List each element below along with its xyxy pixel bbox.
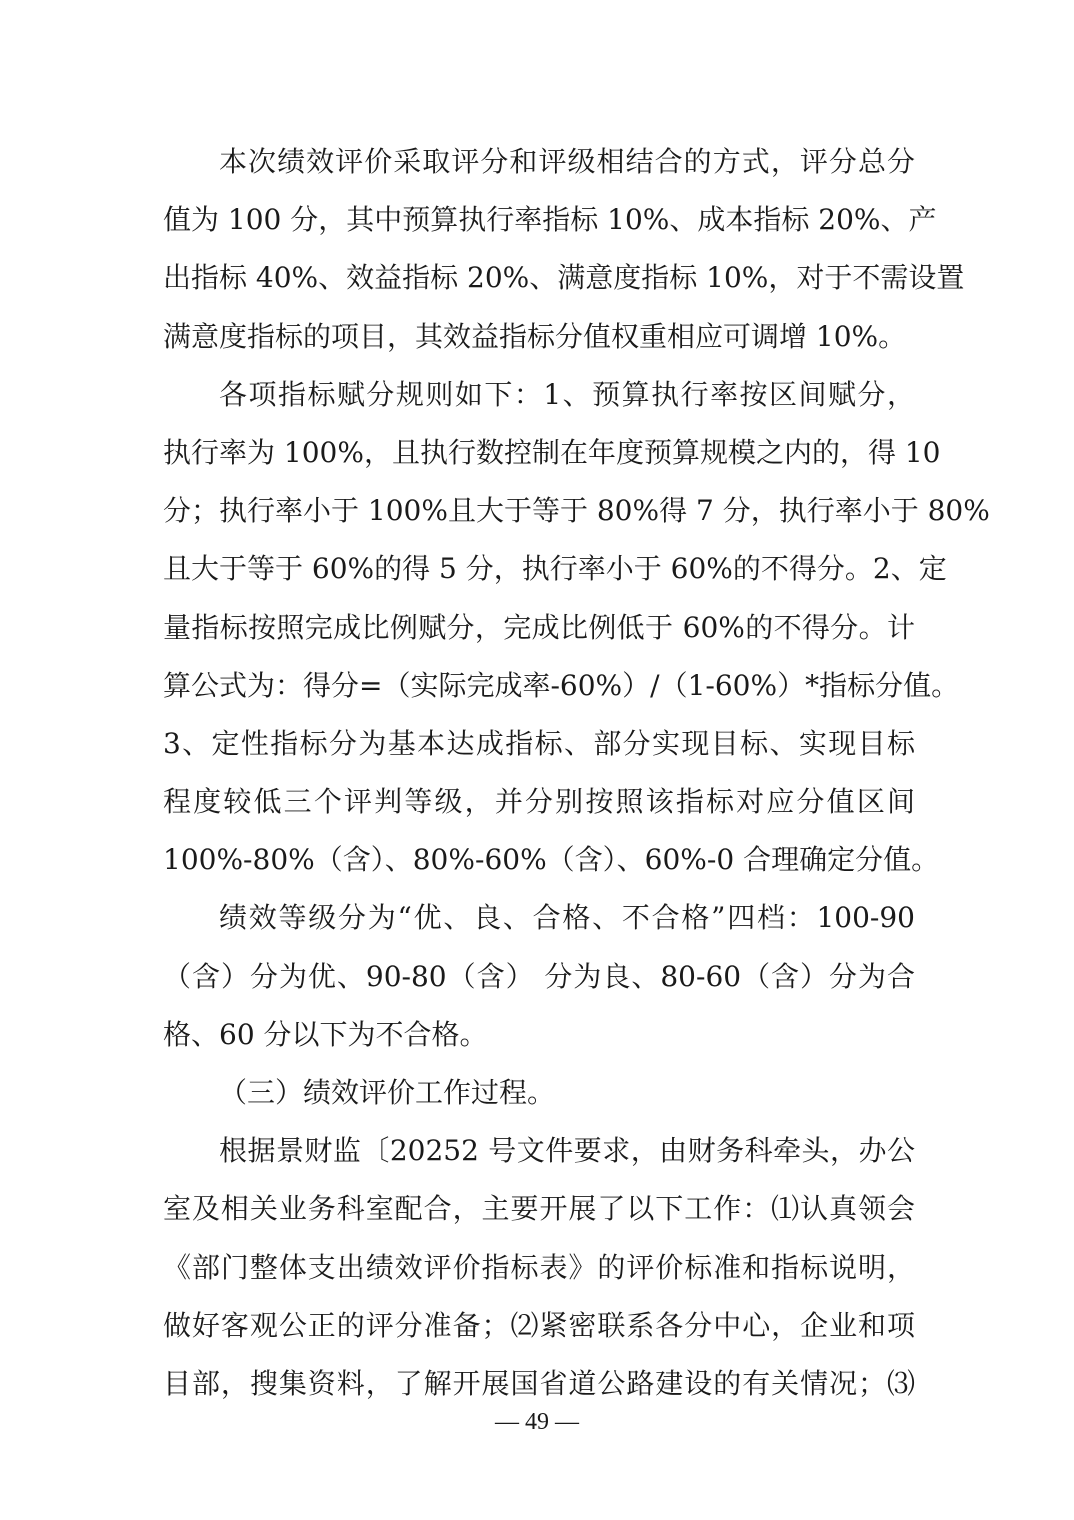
text-line: 本次绩效评价采取评分和评级相结合的方式，评分总分 <box>219 145 915 178</box>
text-line: 目部，搜集资料，了解开展国省道公路建设的有关情况；⑶ <box>163 1366 915 1400</box>
text-line: 分；执行率小于 100%且大于等于 80%得 7 分，执行率小于 80% <box>163 494 990 528</box>
text-line: 算公式为：得分=（实际完成率-60%）/（1-60%）*指标分值。 <box>163 668 960 702</box>
text-line: 满意度指标的项目，其效益指标分值权重相应可调增 10%。 <box>163 319 907 353</box>
text-line: 室及相关业务科室配合，主要开展了以下工作：⑴认真领会 <box>163 1192 915 1226</box>
text-line: 绩效等级分为“优、良、合格、不合格”四档：100-90 <box>219 901 915 935</box>
document-body <box>163 133 990 1413</box>
text-line: 根据景财监〔20252 号文件要求，由财务科牵头，办公 <box>219 1134 915 1168</box>
text-line: 格、60 分以下为不合格。 <box>163 1017 488 1051</box>
text-line: 3、定性指标分为基本达成指标、部分实现目标、实现目标 <box>163 726 915 760</box>
text-line: 程度较低三个评判等级，并分别按照该指标对应分值区间 <box>163 785 915 819</box>
text-line: 100%-80%（含）、80%-60%（含）、60%-0 合理确定分值。 <box>163 843 940 877</box>
text-line: 出指标 40%、效益指标 20%、满意度指标 10%，对于不需设置 <box>163 261 965 295</box>
text-line: 做好客观公正的评分准备；⑵紧密联系各分中心，企业和项 <box>163 1308 915 1342</box>
text-line: 《部门整体支出绩效评价指标表》的评价标准和指标说明， <box>163 1250 915 1284</box>
text-line: （含）分为优、90-80（含） 分为良、80-60（含）分为合 <box>163 959 915 993</box>
text-line: 且大于等于 60%的得 5 分，执行率小于 60%的不得分。2、定 <box>163 552 947 586</box>
text-line: 量指标按照完成比例赋分，完成比例低于 60%的不得分。计 <box>163 610 915 644</box>
page-number: — 49 — <box>495 1409 579 1435</box>
text-line: 各项指标赋分规则如下：1、预算执行率按区间赋分， <box>219 377 915 411</box>
text-line: 值为 100 分，其中预算执行率指标 10%、成本指标 20%、产 <box>163 203 937 237</box>
section-heading: （三）绩效评价工作过程。 <box>219 1076 556 1109</box>
text-line: 执行率为 100%，且执行数控制在年度预算规模之内的，得 10 <box>163 435 941 469</box>
